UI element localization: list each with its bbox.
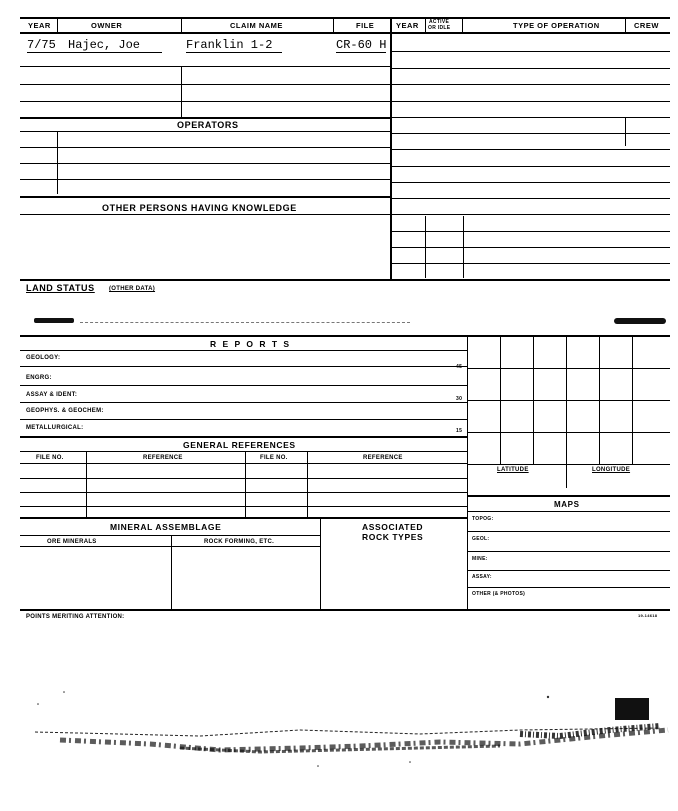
row-line <box>391 51 670 52</box>
row-line <box>20 101 390 102</box>
associated-rock-types-line1: ASSOCIATED <box>362 522 424 532</box>
divider <box>462 17 463 33</box>
row-line <box>391 182 670 183</box>
divider <box>307 451 308 517</box>
divider <box>625 118 626 146</box>
col-header-claim-name: CLAIM NAME <box>230 21 283 30</box>
ref-file-no-2: FILE NO. <box>260 455 288 461</box>
divider <box>425 216 426 278</box>
row-line <box>391 133 670 134</box>
underline <box>336 52 386 53</box>
divider <box>86 451 87 517</box>
underline <box>186 52 282 53</box>
entry-owner: Hajec, Joe <box>68 38 141 52</box>
report-number-15: 15 <box>456 428 463 434</box>
row-line <box>20 163 390 164</box>
land-status-title: LAND STATUS <box>26 283 95 293</box>
longitude-label: LONGITUDE <box>592 467 631 473</box>
row-line <box>20 385 467 386</box>
row-line <box>391 84 670 85</box>
row-line <box>391 198 670 199</box>
section-rule <box>20 335 670 337</box>
row-line <box>391 166 670 167</box>
divider <box>245 451 246 517</box>
underline <box>27 52 162 53</box>
row-line <box>391 68 670 69</box>
col-header-owner: OWNER <box>91 21 123 30</box>
section-rule <box>467 495 670 497</box>
maps-title: MAPS <box>554 500 580 509</box>
map-geol: GEOL: <box>472 536 490 542</box>
column-divider <box>390 17 392 279</box>
section-rule <box>20 117 390 119</box>
row-line <box>20 179 390 180</box>
row-line <box>391 101 670 102</box>
map-topog: TOPOG: <box>472 516 494 522</box>
col-header-year-2: YEAR <box>396 21 419 30</box>
row-line <box>20 535 320 536</box>
row-line <box>467 511 670 512</box>
scan-line <box>80 322 410 323</box>
divider <box>57 17 58 33</box>
section-rule <box>20 517 467 519</box>
other-persons-title: OTHER PERSONS HAVING KNOWLEDGE <box>102 203 297 213</box>
divider <box>599 336 600 464</box>
points-meriting-attention: POINTS MERITING ATTENTION: <box>26 614 125 620</box>
row-line <box>20 463 467 464</box>
row-line <box>20 66 390 67</box>
divider <box>625 17 626 33</box>
latitude-label: LATITUDE <box>497 467 529 473</box>
divider <box>632 336 633 464</box>
row-line <box>20 84 390 85</box>
col-header-year: YEAR <box>28 21 51 30</box>
divider <box>500 336 501 464</box>
report-engrg: ENGRG: <box>26 375 52 381</box>
row-line <box>391 117 670 118</box>
operators-title: OPERATORS <box>177 120 239 130</box>
entry-year: 7/75 <box>27 38 56 52</box>
row-line <box>20 147 390 148</box>
col-header-file: FILE <box>356 21 375 30</box>
map-mine: MINE: <box>472 556 488 562</box>
divider <box>181 66 182 118</box>
col-header-type-of-operation: TYPE OF OPERATION <box>513 21 600 30</box>
col-header-crew: CREW <box>634 21 659 30</box>
report-assay: ASSAY & IDENT: <box>26 392 78 398</box>
row-line <box>467 432 670 433</box>
row-line <box>391 214 670 215</box>
map-assay: ASSAY: <box>472 574 492 580</box>
map-other: OTHER (& PHOTOS) <box>472 591 526 597</box>
scan-noise <box>0 690 678 780</box>
report-geophys: GEOPHYS. & GEOCHEM: <box>26 408 104 414</box>
row-line <box>20 131 390 132</box>
col-header-or-idle: OR IDLE <box>428 25 451 31</box>
report-number-45: 45 <box>456 364 463 370</box>
top-rule <box>20 17 670 19</box>
row-line <box>20 478 467 479</box>
row-line <box>467 570 670 571</box>
ref-reference-1: REFERENCE <box>143 455 183 461</box>
reports-title: R E P O R T S <box>210 339 292 349</box>
col-header-active: ACTIVE <box>429 19 450 25</box>
entry-file: CR-60 H <box>336 38 387 52</box>
land-status-subtitle: (OTHER DATA) <box>109 286 156 292</box>
section-rule <box>20 196 390 198</box>
row-line <box>467 368 670 369</box>
section-rule <box>20 436 467 438</box>
report-geology: GEOLOGY: <box>26 355 61 361</box>
divider <box>57 131 58 194</box>
associated-rock-types-line2: ROCK TYPES <box>362 532 424 542</box>
row-line <box>20 492 467 493</box>
entry-claim-name: Franklin 1-2 <box>186 38 273 52</box>
ore-minerals-label: ORE MINERALS <box>47 539 97 545</box>
ref-file-no-1: FILE NO. <box>36 455 64 461</box>
divider <box>425 17 426 33</box>
divider <box>566 336 567 488</box>
divider <box>463 216 464 278</box>
report-metallurgical: METALLURGICAL: <box>26 425 84 431</box>
smudge-left <box>34 318 74 323</box>
divider <box>320 518 321 610</box>
row-line <box>20 350 467 351</box>
row-line <box>20 506 467 507</box>
row-line <box>467 551 670 552</box>
row-line <box>20 402 467 403</box>
row-line <box>467 587 670 588</box>
smudge-right <box>614 318 666 324</box>
general-references-title: GENERAL REFERENCES <box>183 440 296 450</box>
row-line <box>20 419 467 420</box>
row-line <box>20 451 467 452</box>
row-line <box>391 149 670 150</box>
form-number: 19-14618 <box>638 613 658 618</box>
row-line <box>20 214 390 215</box>
row-line <box>467 400 670 401</box>
divider <box>333 17 334 33</box>
divider <box>533 336 534 464</box>
row-line <box>391 247 670 248</box>
row-line <box>391 263 670 264</box>
section-rule <box>20 279 670 281</box>
report-number-30: 30 <box>456 396 463 402</box>
row-line <box>467 531 670 532</box>
mineral-assemblage-title: MINERAL ASSEMBLAGE <box>110 522 222 532</box>
row-line <box>467 464 670 465</box>
row-line <box>20 546 320 547</box>
rock-forming-label: ROCK FORMING, ETC. <box>204 539 275 545</box>
divider <box>467 336 468 610</box>
row-line <box>20 366 467 367</box>
row-line <box>391 231 670 232</box>
header-rule <box>20 32 670 34</box>
divider <box>181 17 182 33</box>
divider <box>171 535 172 610</box>
ref-reference-2: REFERENCE <box>363 455 403 461</box>
section-rule <box>20 609 670 611</box>
